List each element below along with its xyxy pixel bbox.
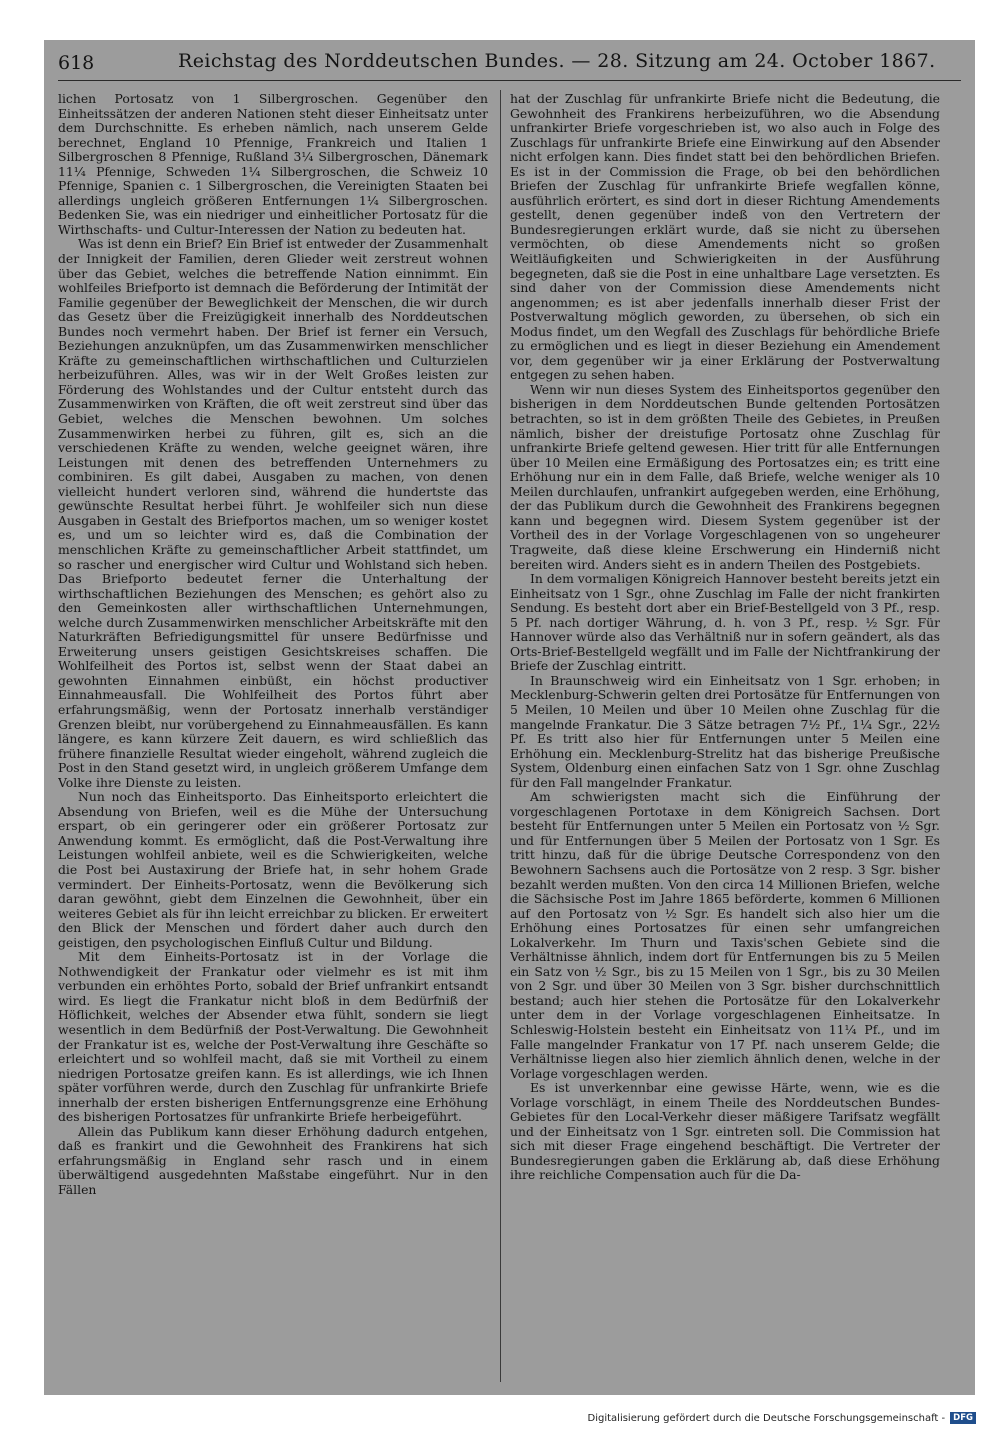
text-column-left — [58, 92, 488, 1382]
column-divider — [500, 90, 501, 1382]
digitization-credit — [588, 1412, 976, 1424]
paragraph: Nun noch das Einheitsporto. Das Einheitsporto erleichtert die Absendung von Briefen, weil es die Mühe der Untersuchung erspart, ob ein geringerer oder ein größerer Portosatz zur Anwendung kommt. Es ermöglicht, daß die Post-Verwaltung ihre Leistungen wohlfeil anbiete, weil es die Schwierigkeiten, welche die Post bei Austaxirung der Briefe hat, in sehr hohem Grade vermindert. Der Einheits-Portosatz, wenn die Bevölkerung sich daran gewöhnt, giebt dem Einzelnen die Gewohnheit, über ein weiteres Gebiet als für ihn leicht erreichbar zu blicken. Er erweitert den Blick der Menschen und fördert daher auch durch den geistigen, den psychologischen Einfluß Cultur und Bildung. — [58, 789, 488, 950]
paragraph: Wenn wir nun dieses System des Einheitsportos gegenüber den bisherigen in dem Norddeutschen Bunde geltenden Portosätzen betrachten, so ist in dem größten Theile des Gebietes, in Preußen nämlich, bisher der dreistufige Portosatz ohne Zuschlag für unfrankirte Briefe geltend gewesen. Hier tritt für alle Entfernungen über 10 Meilen eine Ermäßigung des Portosatzes ein; es tritt eine Erhöhung nur ein in dem Falle, daß Briefe, welche weniger als 10 Meilen durchlaufen, unfrankirt aufgegeben werden, eine Erhöhung, der das Publikum durch die Gewohnheit des Frankirens begegnen kann und begegnen wird. Diesem System gegenüber ist der Vortheil des in der Vorlage Vorgeschlagenen von so ungeheurer Tragweite, daß diese kleine Erschwerung ein Hinderniß nicht bereiten wird. Anders sieht es in andern Theilen des Postgebiets. — [510, 381, 940, 572]
dfg-logo: DFG — [950, 1412, 976, 1424]
paragraph: Was ist denn ein Brief? Ein Brief ist entweder der Zusammenhalt der Innigkeit der Familien, deren Glieder weit zerstreut wohnen über das Gebiet, welches die betreffende Nation einnimmt. Ein wohlfeiles Briefporto ist demnach die Beförderung der Intimität der Familie gegenüber der Beweglichkeit der Menschen, die wir durch das Gesetz über die Freizügigkeit innerhalb des Norddeutschen Bundes noch vermehrt haben. Der Brief ist ferner ein Versuch, Beziehungen anzuknüpfen, um das Zusammenwirken menschlicher Kräfte zu gemeinschaftlichen wirthschaftlichen und Culturzielen herbeizuführen. Alles, was wir in der Welt Großes leisten zur Förderung des Wohlstandes und der Cultur entsteht durch das Zusammenwirken von Kräften, die oft weit zerstreut sind über das Gebiet, welches die Menschen bewohnen. Um solches Zusammenwirken herbei zu führen, gilt es, sich an die verschiedenen Kräfte zu wenden, welche geeignet wären, ihre Leistungen mit denen des betreffenden Unternehmers zu combiniren. Es gilt dabei, Ausgaben zu machen, von denen vielleicht hundert verloren sind, während die hundertste das gewünschte Resultat herbei führt. Je wohlfeiler sich nun diese Ausgaben in Gestalt des Briefportos machen, um so weniger kostet es, und um so leichter wird es, daß die Combination der menschlichen Kräfte zu gemeinschaftlicher Arbeit stattfindet, um so rascher und energischer wird Cultur und Wohlstand sich heben. Das Briefporto bedeutet ferner die Unterhaltung der wirthschaftlichen Beziehungen des Menschen; es gehört also zu den Gemeinkosten aller wirthschaftlichen Unternehmungen, welche durch Zusammenwirken menschlicher Arbeitskräfte mit den Naturkräften Befriedigungsmittel für unsere Bedürfnisse und Erweiterung unsers geistigen Gesichtskreises schaffen. Die Wohlfeilheit des Portos ist, selbst wenn der Staat dabei an gewohnten Einnahmen einbüßt, ein höchst productiver Einnahmeausfall. Die Wohlfeilheit des Portos führt aber erfahrungsmäßig, wenn der Portosatz innerhalb verständiger Grenzen bleibt, nur vorübergehend zu Einnahmeausfällen. Es kann längere, es kann kürzere Zeit dauern, es wird schließlich das frühere finanzielle Resultat wieder eingeholt, während zugleich die Post in den Stand gesetzt wird, in ungleich größerem Umfange dem Volke ihre Dienste zu leisten. — [58, 236, 488, 790]
paragraph: hat der Zuschlag für unfrankirte Briefe nicht die Bedeutung, die Gewohnheit des Frankirens herbeizuführen, wo die Absendung unfrankirter Briefe vorgeschrieben ist, wo also auch in Folge des Zuschlags für unfrankirte Briefe eine Einwirkung auf den Absender nicht erfolgen kann. Dies findet statt bei den behördlichen Briefen. Es ist in der Commission die Frage, ob bei den behördlichen Briefen der Zuschlag für unfrankirte Briefe wegfallen könne, ausführlich erörtert, es sind dort in dieser Richtung Amendements gestellt, denen gegenüber indeß von den Vertretern der Bundesregierungen erklärt wurde, daß sie nicht zu übersehen vermöchten, ob diese Amendements nicht so großen Weitläufigkeiten und Schwierigkeiten in der Ausführung begegneten, daß sie die Post in eine unhaltbare Lage versetzten. Es sind daher von der Commission diese Amendements nicht angenommen; es ist aber jedenfalls innerhalb dieser Frist der Postverwaltung möglich geworden, zu übersehen, ob sich ein Modus findet, um den Wegfall des Zuschlags für behördliche Briefe zu ermöglichen und es liegt in dieser Beziehung ein Amendement vor, dem gegenüber wir ja einer Erklärung der Postverwaltung entgegen zu sehen haben. — [510, 92, 940, 383]
paragraph: In Braunschweig wird ein Einheitsatz von 1 Sgr. erhoben; in Mecklenburg-Schwerin gelten drei Portosätze für Entfernungen von 5 Meilen, 10 Meilen und über 10 Meilen ohne Zuschlag für die mangelnde Frankatur. Die 3 Sätze betragen 7½ Pf., 1¼ Sgr., 22½ Pf. Es tritt also hier für Entfernungen unter 5 Meilen eine Erhöhung ein. Mecklenburg-Strelitz hat das bisherige Preußische System, Oldenburg einen einfachen Satz von 1 Sgr. ohne Zuschlag für den Fall mangelnder Frankatur. — [510, 672, 940, 790]
paragraph: Am schwierigsten macht sich die Einführung der vorgeschlagenen Portotaxe in dem Königreich Sachsen. Dort besteht für Entfernungen unter 5 Meilen ein Portosatz von ½ Sgr. und für Entfernungen über 5 Meilen der Portosatz von 1 Sgr. Es tritt hinzu, daß für die übrige Deutsche Correspondenz von den Bewohnern Sachsens auch die Portosätze von 2 resp. 3 Sgr. bisher bezahlt werden mußten. Von den circa 14 Millionen Briefen, welche die Sächsische Post im Jahre 1865 beförderte, kommen 6 Millionen auf den Portosatz von ½ Sgr. Es handelt sich also hier um die Erhöhung eines Portosatzes für einen sehr umfangreichen Lokalverkehr. Im Thurn und Taxis'schen Gebiete sind die Verhältnisse ähnlich, indem dort für Entfernungen bis zu 5 Meilen ein Satz von ½ Sgr., bis zu 15 Meilen von 1 Sgr., bis zu 30 Meilen von 2 Sgr. und über 30 Meilen von 3 Sgr. bisher durchschnittlich bestand; auch hier stehen die Portosätze für den Lokalverkehr unter dem in der Vorlage vorgeschlagenen Einheitsatze. In Schleswig-Holstein besteht ein Einheitsatz von 11¼ Pf., und im Falle mangelnder Frankatur von 17 Pf. nach unserem Gelde; die Verhältnisse liegen also hier ziemlich ähnlich denen, welche in der Vorlage vorgeschlagen werden. — [510, 789, 940, 1081]
paragraph: lichen Portosatz von 1 Silbergroschen. Gegenüber den Einheitssätzen der anderen Nationen steht dieser Einheitsatz unter dem Durchschnitte. Es erheben nämlich, nach unserem Gelde berechnet, England 10 Pfennige, Frankreich und Italien 1 Silbergroschen 8 Pfennige, Rußland 3¼ Silbergroschen, Dänemark 11¼ Pfennige, Schweden 1¼ Silbergroschen, die Schweiz 10 Pfennige, Spanien c. 1 Silbergroschen, die Vereinigten Staaten bei allerdings ungleich größeren Entfernungen 1¼ Silbergroschen. Bedenken Sie, was ein niedriger und einheitlicher Portosatz für die Wirthschafts- und Cultur-Interessen der Nation zu bedeuten hat. — [58, 92, 488, 237]
credit-text: Digitalisierung gefördert durch die Deutsche Forschungsgemeinschaft - — [587, 1412, 946, 1424]
paragraph: Mit dem Einheits-Portosatz ist in der Vorlage die Nothwendigkeit der Frankatur oder vielmehr es ist mit ihm verbunden ein erhöhtes Porto, sobald der Brief unfrankirt entsandt wird. Es liegt die Frankatur nicht bloß in dem Bedürfniß der Höflichkeit, welches der Absender etwa fühlt, sondern sie liegt wesentlich in dem Bedürfniß der Post-Verwaltung. Die Gewohnheit der Frankatur ist es, welche der Post-Verwaltung ihre Geschäfte so erleichtert und so wohlfeil macht, daß sie mit Vortheil zu einem niedrigen Portosatze greifen kann. Es ist allerdings, wie ich Ihnen später vorführen werde, durch den Zuschlag für unfrankirte Briefe innerhalb der ersten bisherigen Entfernungsgrenze eine Erhöhung des bisherigen Portosatzes für unfrankirte Briefe herbeigeführt. — [58, 949, 488, 1125]
paragraph: In dem vormaligen Königreich Hannover besteht bereits jetzt ein Einheitsatz von 1 Sgr., ohne Zuschlag im Falle der nicht frankirten Sendung. Es besteht dort aber ein Brief-Bestellgeld von 3 Pf., resp. 5 Pf. nach dortiger Währung, d. h. von 3 Pf., resp. ½ Sgr. Für Hannover würde also das Verhältniß nur in sofern geändert, als das Orts-Brief-Bestellgeld wegfällt und im Falle der Nichtfrankirung der Briefe der Zuschlag eintritt. — [510, 571, 940, 674]
page-number: 618 — [58, 52, 95, 74]
paragraph: Es ist unverkennbar eine gewisse Härte, wenn, wie es die Vorlage vorschlägt, in einem Theile des Norddeutschen Bundes-Gebietes für den Local-Verkehr dieser mäßigere Tarifsatz wegfällt und der Einheitsatz von 1 Sgr. eintreten soll. Die Commission hat sich mit dieser Frage eingehend beschäftigt. Die Vertreter der Bundesregierungen gaben die Erklärung ab, daß diese Erhöhung ihre reichliche Compensation auch für die Da- — [510, 1080, 940, 1183]
scanned-page — [44, 40, 975, 1395]
running-head: Reichstag des Norddeutschen Bundes. — 28. Sitzung am 24. October 1867. — [178, 50, 936, 72]
text-column-right — [510, 92, 940, 1382]
page-header — [58, 46, 961, 81]
paragraph: Allein das Publikum kann dieser Erhöhung dadurch entgehen, daß es frankirt und die Gewohnheit des Frankirens hat sich erfahrungsmäßig in England sehr rasch und in einem überwältigend ausgedehnten Maßstabe eingeführt. Nur in den Fällen — [58, 1123, 488, 1198]
